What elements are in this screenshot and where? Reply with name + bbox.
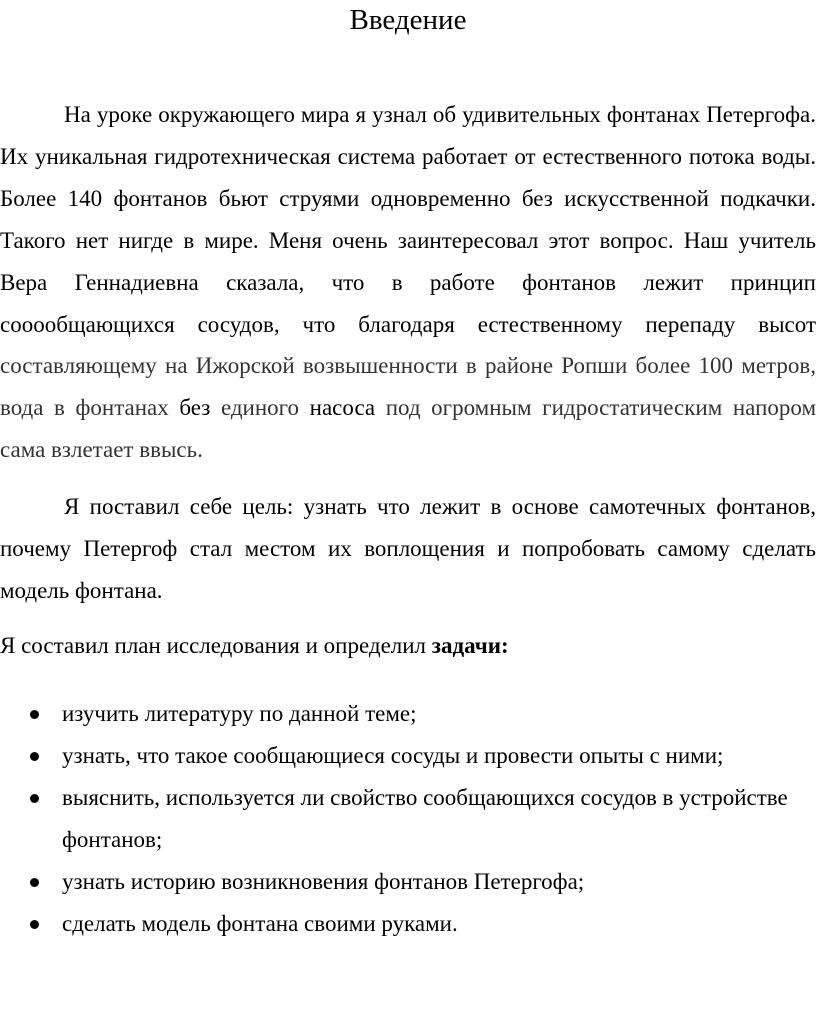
bullet-icon [30, 878, 39, 887]
list-item [0, 861, 816, 903]
plan-text: Я составил план исследования и определил [0, 633, 432, 658]
intro-text-part-1: На уроке окружающего мира я узнал об удивительных фонтанах Петергофа. Их уникальная гидротехническая система работает от естественного потока воды. Более 140 фонтанов бьют струями одновременно без искусственной подкачки. Такого нет нигде в мире. Меня очень заинтересовал этот вопрос. Наш учитель Вера Геннадиевна сказала, что в работе фонтанов лежит принцип сооообщающихся сосудов, что благодаря естественному перепаду высот [0, 102, 816, 337]
task-text: выяснить, используется ли свойство сообщающихся сосудов в устройстве фонтанов; [62, 784, 788, 852]
goal-paragraph: Я поставил себе цель: узнать что лежит в основе самотечных фонтанов, почему Петергоф стал местом их воплощения и попробовать самому сделать модель фонтана. [0, 494, 816, 603]
intro-text-part-5: насоса [309, 395, 376, 421]
plan-paragraph [0, 625, 816, 667]
task-text: узнать, что такое сообщающиеся сосуды и провести опыты с ними; [62, 742, 724, 768]
bullet-icon [30, 710, 39, 719]
intro-text-part-6: под огромным гидростатическим напором сама взлетает ввысь. [0, 395, 816, 463]
intro-text-part-4: единого [210, 395, 310, 421]
task-text: сделать модель фонтана своими руками. [62, 910, 458, 936]
bullet-icon [30, 752, 39, 761]
tasks-list [0, 693, 816, 944]
bullet-icon [30, 794, 39, 803]
task-text: изучить литературу по данной теме; [62, 701, 417, 726]
page-title: Введение [349, 4, 467, 36]
list-item [0, 903, 816, 945]
intro-paragraph [0, 94, 816, 471]
intro-text-part-3: без [179, 395, 211, 421]
plan-bold-text: задачи: [431, 633, 509, 658]
bullet-icon [30, 920, 39, 929]
task-text: узнать историю возникновения фонтанов Петергофа; [62, 868, 585, 894]
list-item [0, 693, 816, 735]
list-item [0, 777, 816, 861]
intro-text-part-2: составляющему на Ижорской возвышенности в районе Ропши более 100 метров, вода в фонтанах [0, 353, 816, 421]
list-item [0, 735, 816, 777]
